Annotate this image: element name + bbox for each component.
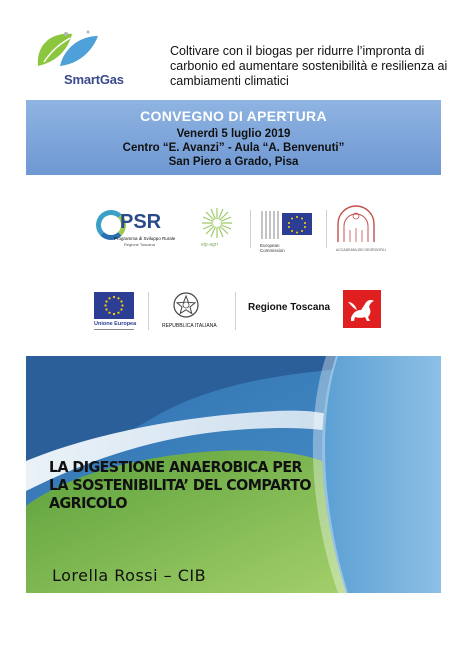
- psr-logo: [90, 208, 190, 248]
- smartgas-logo-text: SmartGas: [64, 72, 124, 87]
- arch-logo-icon: [332, 204, 380, 246]
- logo-separator: [326, 210, 327, 248]
- eip-agri-burst-icon: [197, 204, 237, 242]
- eu-flag-icon: [94, 292, 134, 319]
- project-subtitle: Coltivare con il biogas per ridurre l’impronta di carbonio ed aumentare sostenibilità e resilienza ai cambiamenti climatici: [170, 44, 448, 88]
- eip-agri-label: eip-agri: [201, 242, 218, 248]
- italian-emblem-icon: [162, 290, 210, 322]
- smartgas-logo: [30, 26, 150, 96]
- smartgas-leaf-icon: [30, 26, 110, 76]
- event-city: San Piero a Grado, Pisa: [168, 156, 299, 168]
- repubblica-italiana-logo: [162, 290, 217, 332]
- event-title: CONVEGNO DI APERTURA: [140, 108, 327, 124]
- eu-flag-icon: [260, 207, 318, 241]
- psr-logo-title: PSR: [120, 211, 162, 233]
- partner-logos-row-1: [90, 202, 390, 254]
- georgofili-logo: [332, 204, 387, 254]
- georgofili-label: ACCADEMIA DEI GEORGOFILI: [336, 248, 387, 252]
- eu-label-underline: [94, 329, 134, 330]
- psr-logo-region: Regione Toscana: [124, 242, 155, 247]
- regione-toscana-label: Regione Toscana: [248, 302, 331, 313]
- event-venue: Centro “E. Avanzi” - Aula “A. Benvenuti”: [122, 142, 345, 154]
- event-banner: [26, 100, 441, 175]
- slide-author: Lorella Rossi – CIB: [52, 566, 207, 585]
- eu-label: Unione Europea: [94, 321, 137, 327]
- psr-logo-subtitle: Programma di Sviluppo Rurale: [114, 236, 176, 241]
- logo-separator: [235, 292, 236, 330]
- slide-title: LA DIGESTIONE ANAEROBICA PER LA SOSTENIBILITA’ DEL COMPARTO AGRICOLO: [49, 458, 311, 512]
- partner-logos-row-2: [90, 290, 390, 332]
- european-commission-label: European Commission: [260, 243, 285, 253]
- logo-separator: [148, 292, 149, 330]
- event-date: Venerdì 5 luglio 2019: [176, 128, 291, 140]
- eip-agri-logo: [197, 204, 237, 252]
- repubblica-italiana-label: REPUBBLICA ITALIANA: [162, 323, 217, 329]
- presentation-slide: [26, 356, 441, 593]
- tuscany-pegasus-icon: [343, 290, 381, 328]
- logo-separator: [250, 210, 251, 248]
- european-commission-logo: [260, 207, 318, 252]
